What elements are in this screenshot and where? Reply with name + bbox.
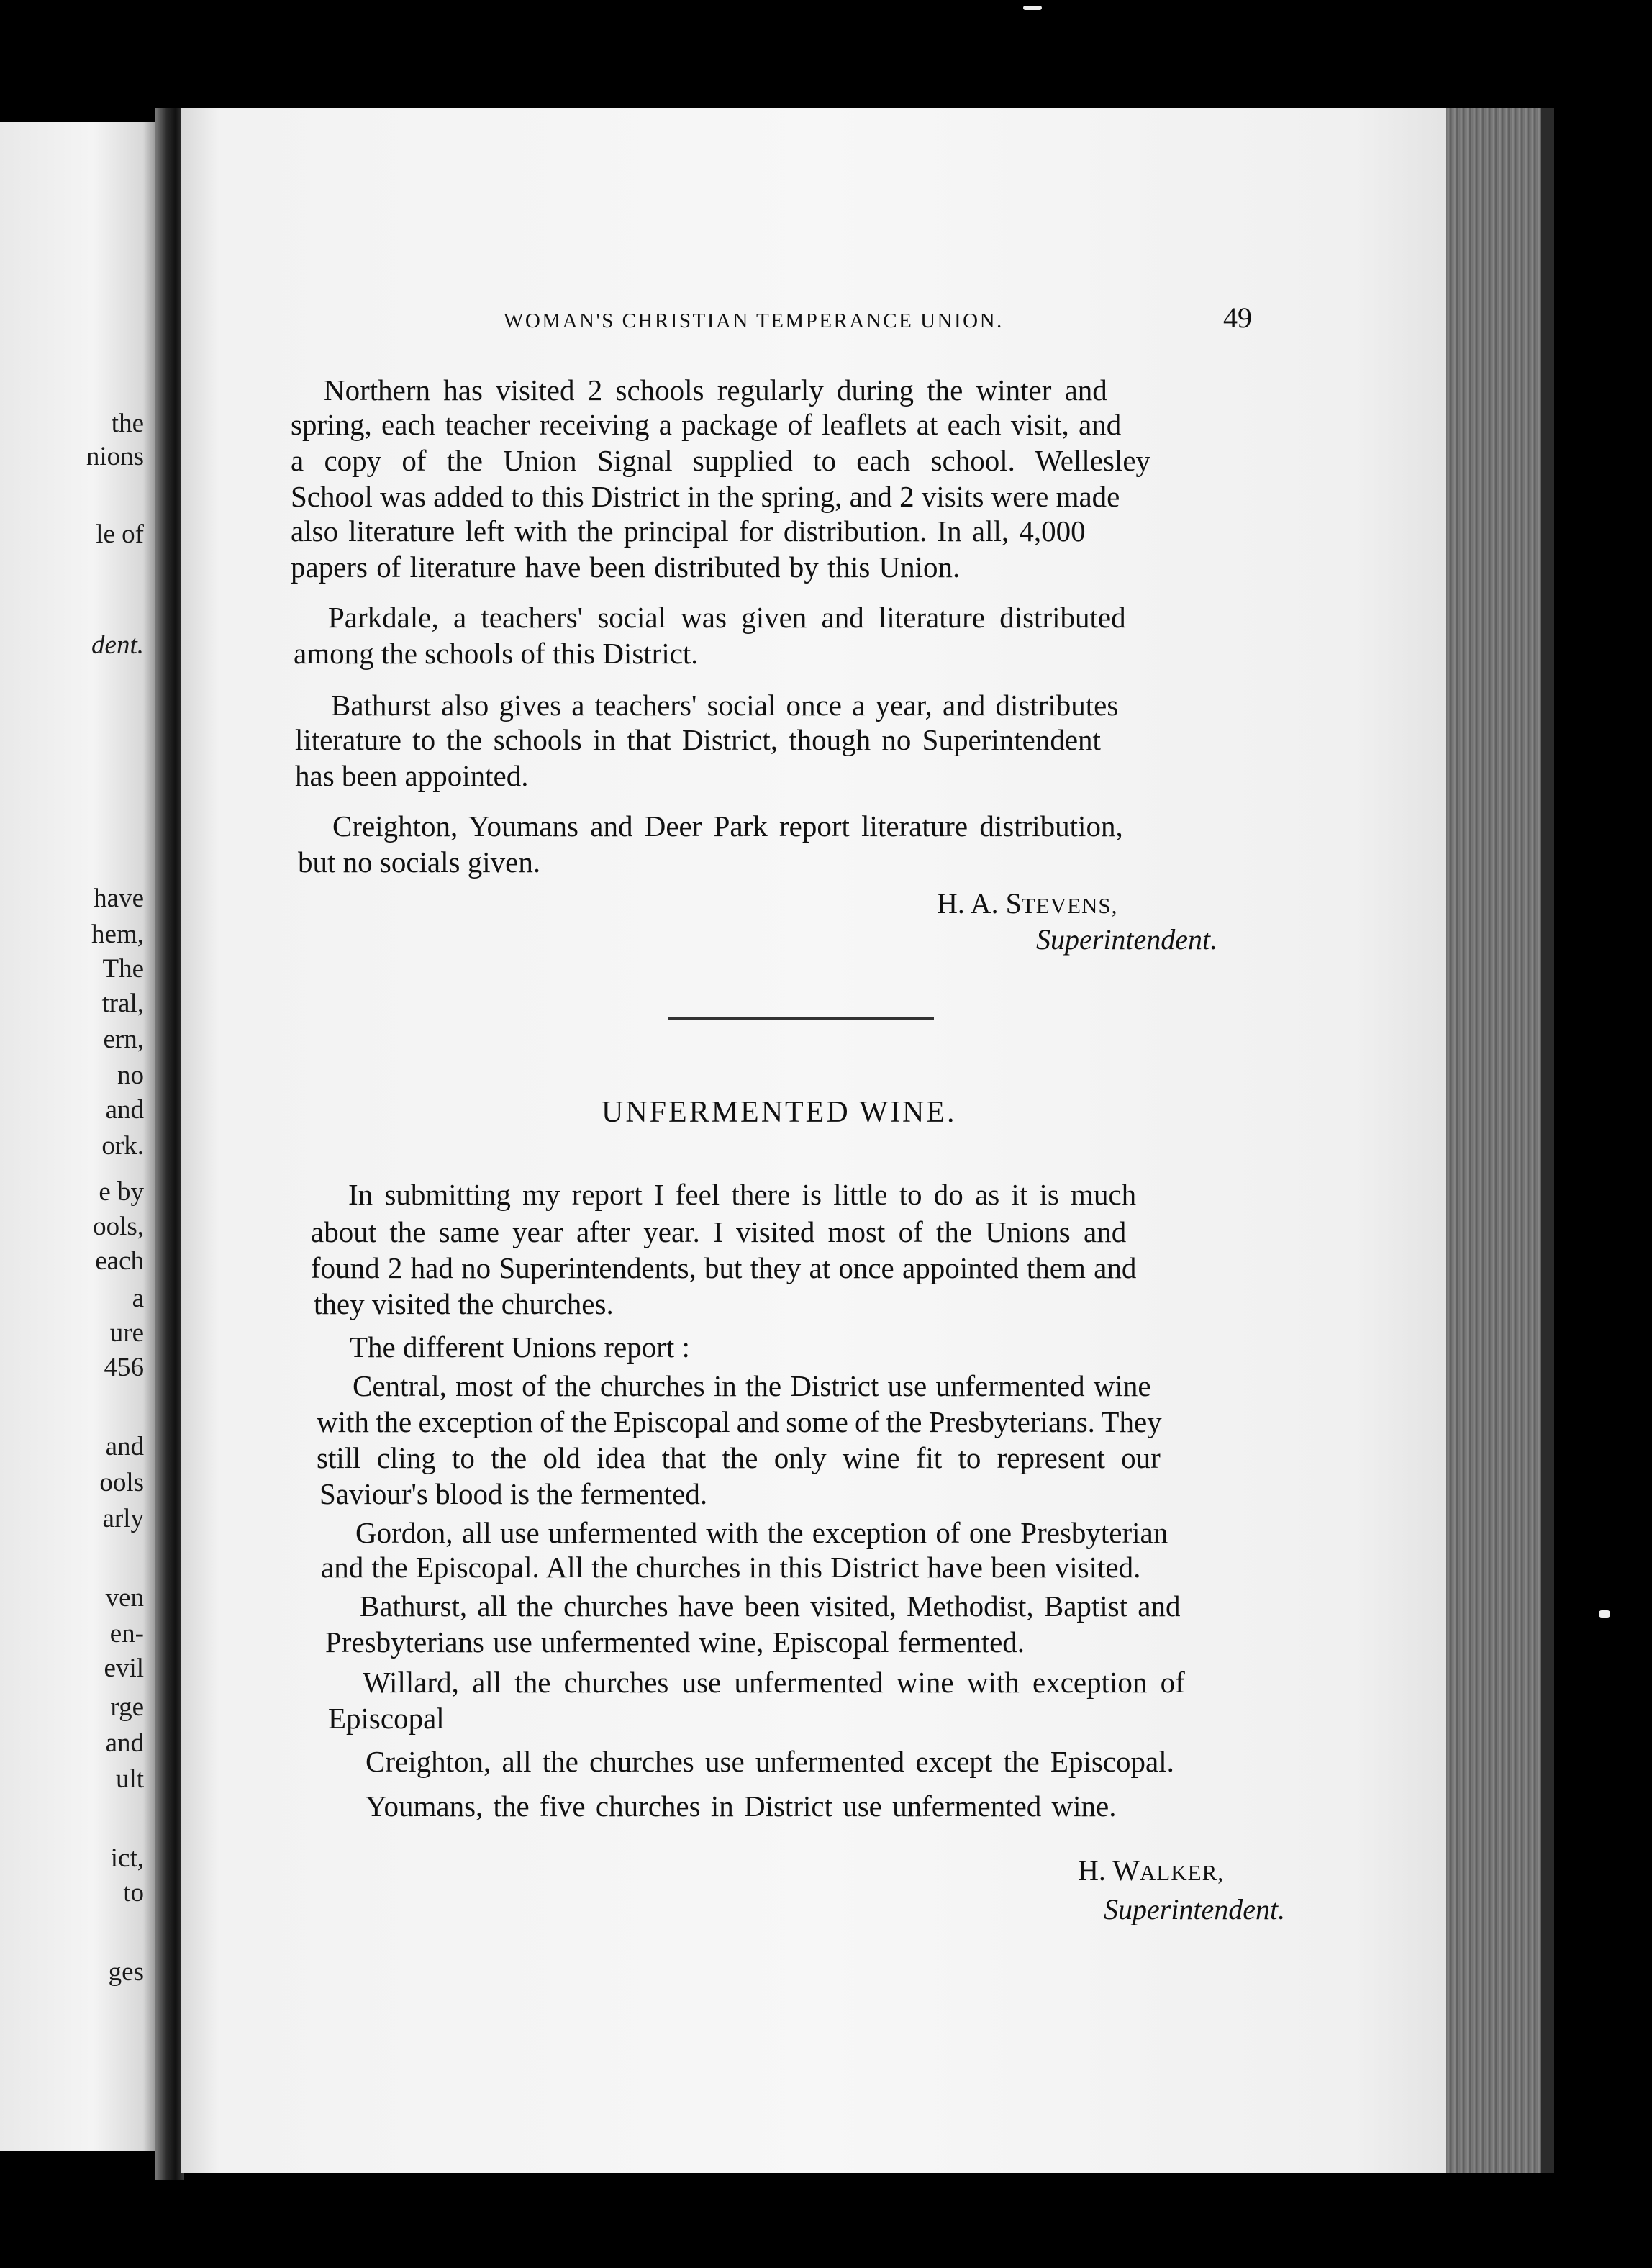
text-line: Parkdale, a teachers' social was given and literature distributed [328, 601, 1126, 634]
signature-title: Superintendent. [1104, 1893, 1286, 1925]
text-line: Presbyterians use unfermented wine, Episcopal fermented. [325, 1625, 1025, 1659]
text-line: In submitting my report I feel there is little to do as it is much [348, 1178, 1137, 1211]
left-page-line: le of [96, 520, 144, 549]
text-line: Youmans, the five churches in District use unfermented wine. [366, 1790, 1117, 1823]
text-line: has been appointed. [295, 759, 529, 792]
text-line: still cling to the old idea that the only wine fit to represent our [317, 1441, 1161, 1474]
text-line: Creighton, all the churches use unfermented except the Episcopal. [366, 1745, 1174, 1778]
left-page-line: evil [104, 1654, 144, 1683]
left-page-line: arly [102, 1504, 144, 1533]
text-line: literature to the schools in that District, though no Superintendent [295, 723, 1101, 756]
text-line: spring, each teacher receiving a package of leaflets at each visit, and [291, 408, 1122, 441]
text-line: and the Episcopal. All the churches in this District have been visited. [321, 1551, 1141, 1584]
text-line: but no socials given. [298, 845, 541, 879]
left-page-line: en- [109, 1619, 144, 1648]
left-page-line: and [105, 1095, 144, 1125]
text-line: with the exception of the Episcopal and some of the Presbyterians. They [317, 1405, 1162, 1438]
text-line: Willard, all the churches use unfermented wine with exception of [363, 1666, 1185, 1699]
left-page-line: a [132, 1284, 144, 1313]
text-line: found 2 had no Superintendents, but they at once appointed them and [311, 1251, 1137, 1284]
left-page-line: ools [99, 1468, 144, 1497]
signature-name: H. A. STEVENS, [937, 887, 1118, 920]
text-line: a copy of the Union Signal supplied to each school. Wellesley [291, 444, 1151, 477]
left-page-line: have [94, 884, 144, 913]
scan-speck [1599, 1610, 1610, 1618]
left-page-line: the [111, 409, 144, 438]
left-page-line: rge [110, 1692, 144, 1722]
text-line: Central, most of the churches in the District use unfermented wine [353, 1369, 1151, 1402]
text-line: also literature left with the principal for distribution. In all, 4,000 [291, 514, 1086, 548]
text-line: Northern has visited 2 schools regularly during the winter and [324, 373, 1107, 407]
left-page-line: ict, [110, 1843, 144, 1873]
text-line: Creighton, Youmans and Deer Park report literature distribution, [332, 809, 1123, 843]
text-line: Episcopal [328, 1702, 445, 1735]
text-line: Bathurst also gives a teachers' social once a year, and distributes [331, 689, 1119, 722]
left-page-line: ult [115, 1764, 144, 1794]
left-page-line: ools, [93, 1212, 144, 1241]
text-line: The different Unions report : [350, 1330, 690, 1364]
text-line: School was added to this District in the spring, and 2 visits were made [291, 480, 1120, 513]
page-edge-stack [1446, 108, 1554, 2173]
left-page-line: ure [109, 1318, 144, 1348]
left-page-line: no [117, 1061, 144, 1090]
text-line: they visited the churches. [314, 1287, 614, 1320]
left-page-line: each [95, 1246, 144, 1276]
running-header: WOMAN'S CHRISTIAN TEMPERANCE UNION. [504, 309, 1004, 332]
page-number: 49 [1223, 301, 1252, 334]
left-page-line: and [105, 1728, 144, 1758]
text-line: Gordon, all use unfermented with the exception of one Presbyterian [355, 1516, 1168, 1549]
text-line: Saviour's blood is the fermented. [319, 1477, 708, 1510]
left-page-line: dent. [91, 630, 144, 660]
left-page-line: and [105, 1432, 144, 1461]
section-divider [668, 1017, 934, 1020]
left-page-line: tral, [101, 989, 144, 1018]
left-page-line: nions [86, 442, 144, 471]
left-page-line: ern, [103, 1025, 144, 1054]
left-page-line: ges [108, 1957, 144, 1987]
left-page-line: The [102, 954, 144, 984]
text-line: papers of literature have been distributed by this Union. [291, 550, 961, 584]
text-line: among the schools of this District. [294, 637, 699, 670]
left-page-line: to [123, 1878, 144, 1908]
left-page-line: e by [99, 1177, 144, 1207]
text-line: Bathurst, all the churches have been visited, Methodist, Baptist and [360, 1589, 1181, 1623]
signature-name: H. WALKER, [1078, 1854, 1224, 1887]
left-page-line: 456 [104, 1353, 144, 1382]
scan-speck [1023, 6, 1042, 10]
left-page-line: ork. [101, 1131, 144, 1161]
section-title: UNFERMENTED WINE. [602, 1096, 957, 1129]
signature-title: Superintendent. [1036, 923, 1218, 956]
left-facing-page [0, 122, 155, 2151]
text-line: about the same year after year. I visited most of the Unions and [311, 1215, 1127, 1248]
left-page-line: hem, [91, 920, 144, 949]
left-page-line: ven [105, 1583, 144, 1612]
book-gutter [155, 108, 184, 2180]
